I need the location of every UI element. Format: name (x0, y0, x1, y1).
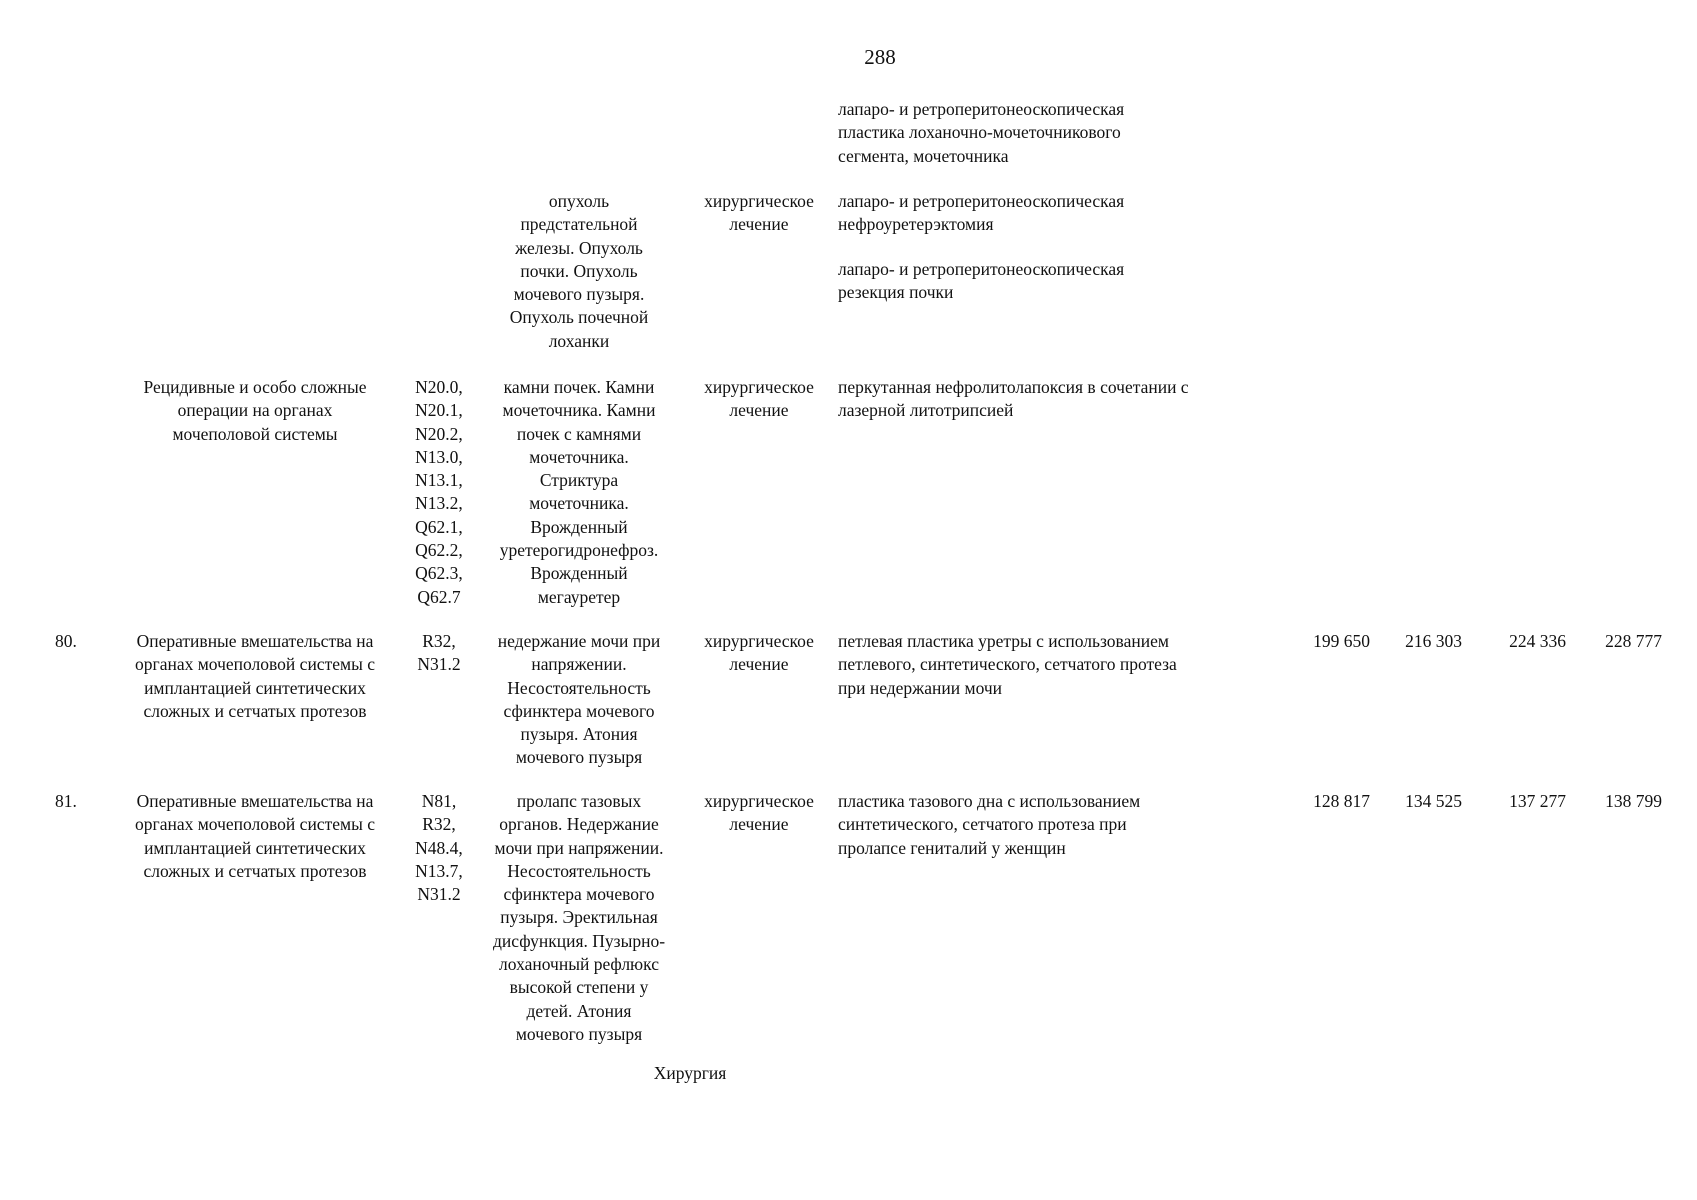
recurrent-operations-codes: N20.0, N20.1, N20.2, N13.0, N13.1, N13.2, Q62.1, Q62.2, Q62.3, Q62.7 (415, 377, 463, 607)
row-diagnosis: недержание мочи при напряжении. Несостоятельность сфинктера мочевого пузыря. Атония мочевого пузыря (497, 631, 661, 768)
section-heading-surgery: Хирургия (653, 1063, 727, 1083)
row-cost-4: 228 777 (1605, 631, 1662, 651)
row-cost-2: 216 303 (1405, 631, 1462, 651)
row-number: 80. (55, 631, 77, 651)
row-treatment-type: хирургическое лечение (704, 791, 814, 835)
row-cost-2: 134 525 (1405, 791, 1462, 811)
row-cost-3: 137 277 (1509, 791, 1566, 811)
row-method: пластика тазового дна с использованием синтетического, сетчатого протеза при пролапсе гениталий у женщин (838, 791, 1141, 858)
row-cost-3: 224 336 (1509, 631, 1566, 651)
row-diagnosis: пролапс тазовых органов. Недержание мочи при напряжении. Несостоятельность сфинктера мочевого пузыря. Эректильная дисфункция. Пузырно- лоханочный рефлюкс высокой степени у детей. Атония мочевого пузыря (492, 791, 666, 1044)
row-name: Оперативные вмешательства на органах мочеполовой системы с имплантацией синтетических сложных и сетчатых протезов (135, 631, 375, 721)
row-cost-1: 128 817 (1313, 791, 1370, 811)
row-cost-1: 199 650 (1313, 631, 1370, 651)
row-codes: N81, R32, N48.4, N13.7, N31.2 (415, 791, 463, 905)
recurrent-operations-diagnosis: камни почек. Камни мочеточника. Камни почек с камнями мочеточника. Стриктура мочеточника. Врожденный уретерогидронефроз. Врожденный мегауретер (499, 377, 659, 607)
row-treatment-type: хирургическое лечение (704, 631, 814, 675)
diagnosis-tumors: опухоль предстательной железы. Опухоль почки. Опухоль мочевого пузыря. Опухоль почечной лоханки (509, 191, 649, 351)
row-number: 81. (55, 791, 77, 811)
row-codes: R32, N31.2 (417, 631, 461, 675)
row-cost-4: 138 799 (1605, 791, 1662, 811)
method-nephroureterectomy: лапаро- и ретроперитонеоскопическая нефроуретерэктомия (838, 191, 1125, 235)
treatment-type-tumors: хирургическое лечение (704, 191, 814, 235)
recurrent-operations-method: перкутанная нефролитолапоксия в сочетании с лазерной литотрипсией (838, 377, 1189, 421)
row-name: Оперативные вмешательства на органах мочеполовой системы с имплантацией синтетических сложных и сетчатых протезов (135, 791, 375, 881)
method-continuation-top: лапаро- и ретроперитонеоскопическая пластика лоханочно-мочеточникового сегмента, мочеточника (838, 99, 1125, 166)
recurrent-operations-name: Рецидивные и особо сложные операции на органах мочеполовой системы (143, 377, 367, 444)
page-number: 288 (864, 45, 896, 69)
row-method: петлевая пластика уретры с использованием петлевого, синтетического, сетчатого протеза при недержании мочи (838, 631, 1177, 698)
method-kidney-resection: лапаро- и ретроперитонеоскопическая резекция почки (838, 259, 1125, 303)
recurrent-operations-treatment-type: хирургическое лечение (704, 377, 814, 421)
